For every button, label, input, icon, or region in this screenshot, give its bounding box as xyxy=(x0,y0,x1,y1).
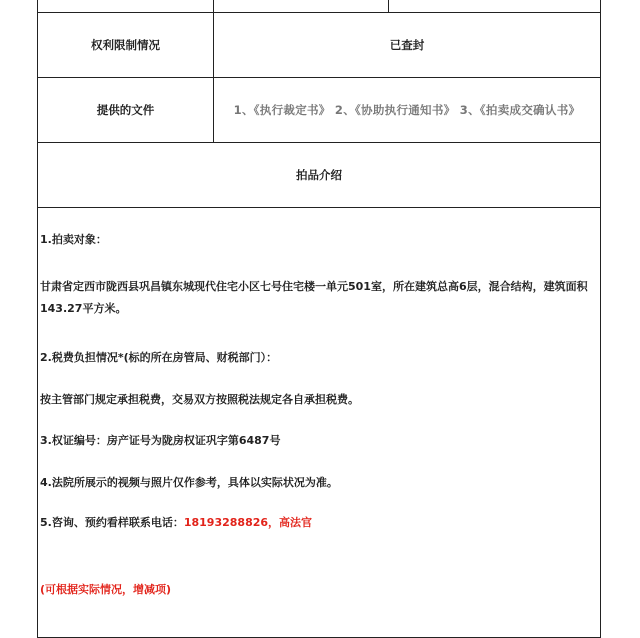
item1-title: 1.拍卖对象： xyxy=(40,233,107,246)
adjustable-note: (可根据实际情况，增减项) xyxy=(40,583,172,596)
top-divider-left xyxy=(213,0,214,12)
top-divider-right xyxy=(388,0,389,12)
rights-restriction-label: 权利限制情况 xyxy=(91,38,160,52)
contact-phone: 18193288826，高法官 xyxy=(183,516,313,529)
item5-prefix: 5.咨询、预约看样联系电话： xyxy=(40,516,184,529)
item1-body: 甘肃省定西市陇西县巩昌镇东城现代住宅小区七号住宅楼一单元501室，所在建筑总高6层，混合结构，建筑面积143.27平方米。 xyxy=(40,280,588,315)
provided-documents-value: 1、《执行裁定书》 2、《协助执行通知书》 3、《拍卖成交确认书》 xyxy=(233,103,581,117)
item3-certificate: 3.权证编号：房产证号为陇房权证巩字第6487号 xyxy=(40,434,281,447)
rights-restriction-value: 已查封 xyxy=(389,38,425,52)
provided-documents-label: 提供的文件 xyxy=(96,103,155,117)
item2-title: 2.税费负担情况*(标的所在房管局、财税部门）： xyxy=(40,351,278,364)
row-divider xyxy=(37,207,601,208)
item5-contact-line xyxy=(40,513,596,533)
section-title: 拍品介绍 xyxy=(296,168,342,182)
item2-body: 按主管部门规定承担税费，交易双方按照税法规定各自承担税费。 xyxy=(40,393,359,406)
item4-disclaimer: 4.法院所展示的视频与照片仅作参考，具体以实际状况为准。 xyxy=(40,476,338,489)
